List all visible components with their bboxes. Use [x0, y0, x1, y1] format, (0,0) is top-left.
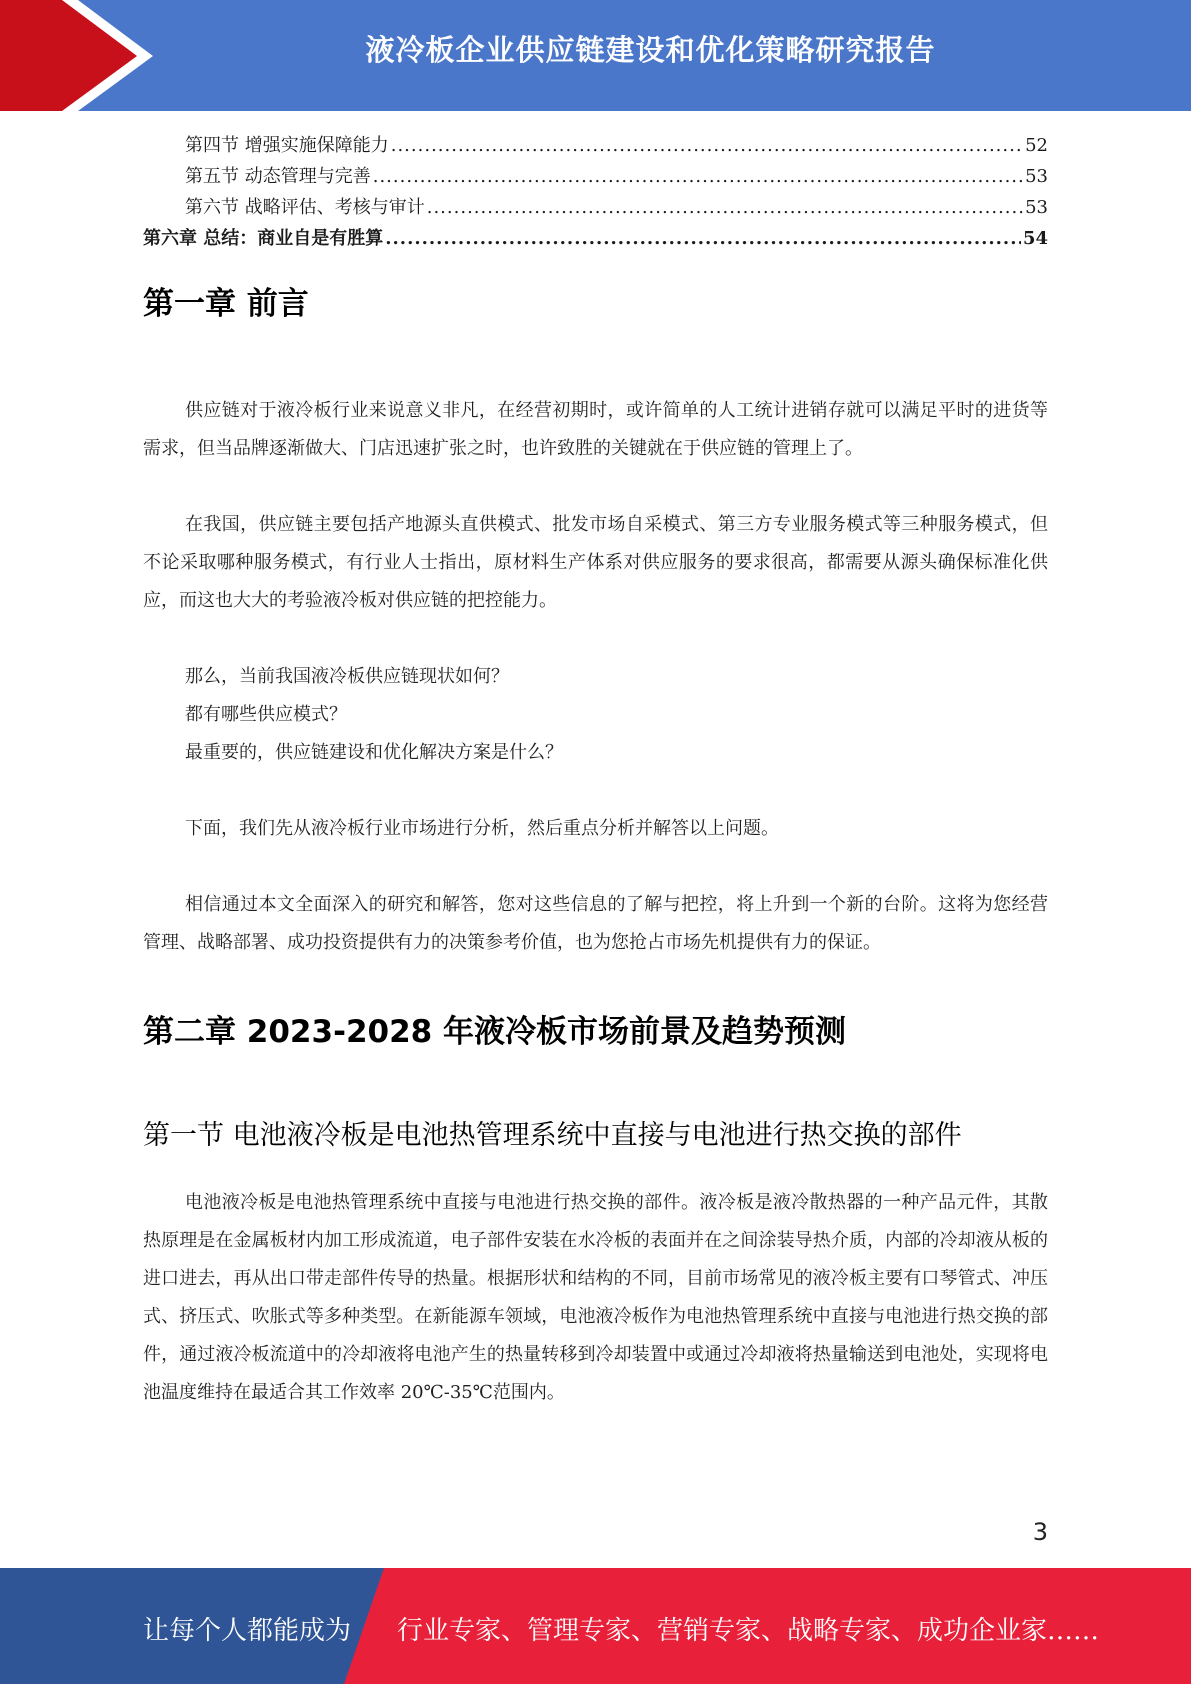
main-content — [143, 282, 1048, 1412]
question-line: 都有哪些供应模式？ — [185, 704, 347, 725]
toc-entry-page: 53 — [1025, 166, 1048, 187]
toc-entry[interactable] — [143, 161, 1048, 192]
toc-leader-dots — [391, 130, 1023, 161]
footer-slogan-left: 让每个人都能成为 — [143, 1616, 352, 1646]
question-line: 那么，当前我国液冷板供应链现状如何？ — [185, 666, 509, 687]
toc-entry-page: 52 — [1025, 135, 1048, 156]
question-line: 最重要的，供应链建设和优化解决方案是什么？ — [185, 742, 563, 763]
table-of-contents — [143, 130, 1048, 254]
section1-heading: 第一节 电池液冷板是电池热管理系统中直接与电池进行热交换的部件 — [143, 1120, 962, 1151]
report-title: 液冷板企业供应链建设和优化策略研究报告 — [365, 33, 936, 67]
toc-entry[interactable] — [143, 130, 1048, 161]
toc-entry-title: 第五节 动态管理与完善 — [185, 166, 371, 187]
paragraph: 在我国，供应链主要包括产地源头直供模式、批发市场自采模式、第三方专业服务模式等三种服务模式，但不论采取哪种服务模式，有行业人士指出，原材料生产体系对供应服务的要求很高，都需要从源头确保标准化供应，而这也大大的考验液冷板对供应链的把控能力。 — [143, 514, 1048, 611]
page-number: 3 — [1032, 1518, 1048, 1546]
page-header — [0, 0, 1191, 111]
toc-entry-chapter[interactable] — [143, 223, 1048, 254]
toc-leader-dots — [373, 161, 1023, 192]
toc-entry[interactable] — [143, 192, 1048, 223]
page-footer — [0, 1568, 1191, 1684]
chapter2-heading: 第二章 2023-2028 年液冷板市场前景及趋势预测 — [143, 1014, 847, 1050]
toc-leader-dots — [427, 192, 1023, 223]
toc-leader-dots — [385, 223, 1021, 254]
footer-slogan-right: 行业专家、管理专家、营销专家、战略专家、成功企业家…… — [397, 1616, 1100, 1646]
chapter1-heading: 第一章 前言 — [143, 286, 309, 322]
toc-entry-page: 54 — [1022, 228, 1048, 249]
paragraph: 相信通过本文全面深入的研究和解答，您对这些信息的了解与把控，将上升到一个新的台阶。这将为您经营管理、战略部署、成功投资提供有力的决策参考价值，也为您抢占市场先机提供有力的保证。 — [143, 894, 1048, 953]
toc-entry-title: 第六章 总结：商业自是有胜算 — [143, 228, 384, 249]
paragraph: 下面，我们先从液冷板行业市场进行分析，然后重点分析并解答以上问题。 — [185, 818, 779, 839]
toc-entry-title: 第四节 增强实施保障能力 — [185, 135, 389, 156]
toc-entry-title: 第六节 战略评估、考核与审计 — [185, 197, 425, 218]
paragraph: 电池液冷板是电池热管理系统中直接与电池进行热交换的部件。液冷板是液冷散热器的一种产品元件，其散热原理是在金属板材内加工形成流道，电子部件安装在水冷板的表面并在之间涂装导热介质，内部的冷却液从板的进口进去，再从出口带走部件传导的热量。根据形状和结构的不同，目前市场常见的液冷板主要有口琴管式、冲压式、挤压式、吹胀式等多种类型。在新能源车领域，电池液冷板作为电池热管理系统中直接与电池进行热交换的部件，通过液冷板流道中的冷却液将电池产生的热量转移到冷却装置中或通过冷却液将热量输送到电池处，实现将电池温度维持在最适合其工作效率 20℃-35℃范围内。 — [143, 1192, 1048, 1403]
toc-entry-page: 53 — [1025, 197, 1048, 218]
paragraph: 供应链对于液冷板行业来说意义非凡，在经营初期时，或许简单的人工统计进销存就可以满足平时的进货等需求，但当品牌逐渐做大、门店迅速扩张之时，也许致胜的关键就在于供应链的管理上了。 — [143, 400, 1048, 459]
